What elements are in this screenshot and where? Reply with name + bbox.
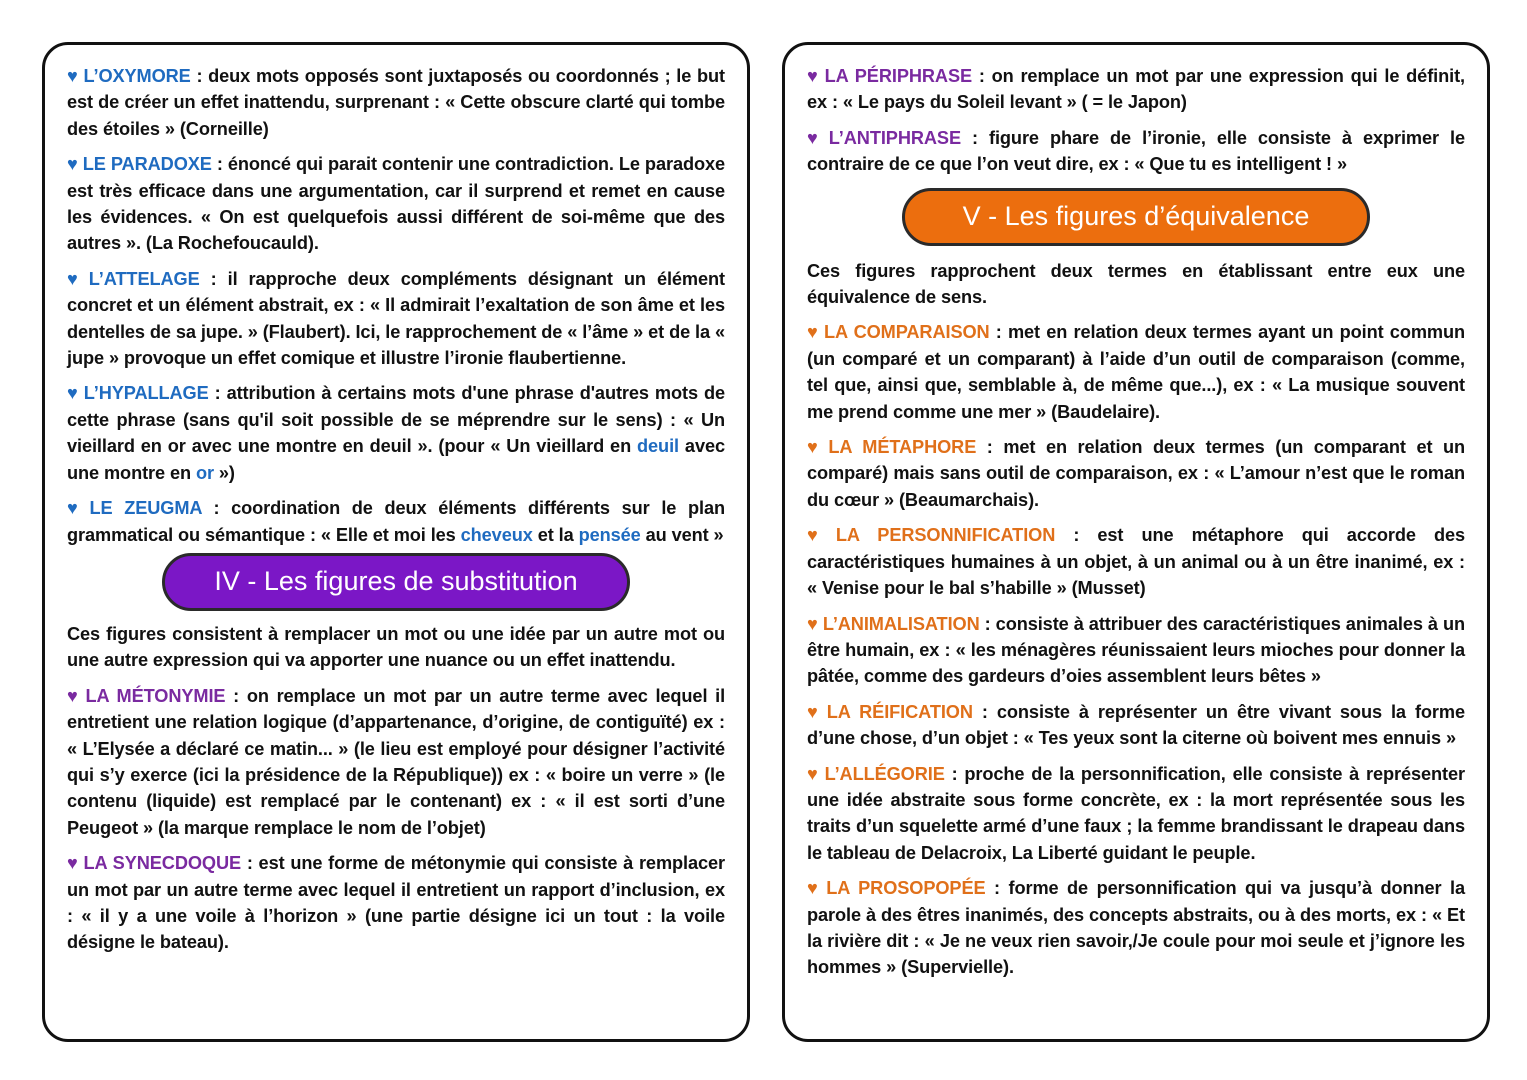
heart-icon: ♥ xyxy=(807,613,818,634)
heart-icon: ♥ xyxy=(67,383,79,404)
definition-animalisation xyxy=(807,611,1465,690)
definition-prosopopee xyxy=(807,875,1465,981)
definition-reification xyxy=(807,699,1465,752)
heart-icon: ♥ xyxy=(807,66,820,86)
highlighted-word: deuil xyxy=(637,436,679,457)
definition-term: LA RÉIFICATION xyxy=(826,701,973,722)
definition-metaphore xyxy=(807,434,1465,513)
definition-text: : consiste à attribuer des caractéristiques animales à un être humain, ex : « les ménagères réunissaient leurs mioches pour donner la pâtée, comme des gardeurs d’oies assemblent leurs bêtes » xyxy=(807,613,1465,687)
section-title-substitution: IV - Les figures de substitution xyxy=(162,553,630,611)
heart-icon: ♥ xyxy=(807,525,831,546)
definition-term: L’ANIMALISATION xyxy=(822,613,980,634)
highlighted-word: pensée xyxy=(578,524,641,545)
definition-term: L’HYPALLAGE xyxy=(83,383,209,404)
definition-text: au vent » xyxy=(640,524,724,545)
section-intro: Ces figures consistent à remplacer un mot ou une idée par un autre mot ou une autre expression qui va apporter une nuance ou un effet inattendu. xyxy=(67,623,725,671)
definition-metonymie xyxy=(67,683,725,841)
definition-paradoxe xyxy=(67,151,725,257)
definition-term: L’ATTELAGE xyxy=(88,268,200,289)
right-card xyxy=(782,42,1490,1042)
heart-icon: ♥ xyxy=(807,763,820,784)
heart-icon: ♥ xyxy=(807,701,822,722)
definition-text: : met en relation deux termes ayant un point commun (un comparé et un comparant) à l’aide d’un outil de comparaison (comme, tel que, ainsi que, semblable à, de même que...), ex : « La musique souvent me prend comme une mer » (Baudelaire). xyxy=(807,322,1465,422)
definition-text: : il rapproche deux compléments désignant un élément concret et un élément abstrait, ex : « Il admirait l’exaltation de son âme et les dentelles de sa jupe. » (Flaubert). Ici, le rapprochement de « l’âme » et de la « jupe » provoque un effet comique et illustre l’ironie flaubertienne. xyxy=(67,268,725,369)
definition-text: : coordination de deux éléments différents sur le plan grammatical ou sémantique : « Elle et moi les xyxy=(67,498,726,545)
highlighted-word: cheveux xyxy=(460,524,533,545)
heart-icon: ♥ xyxy=(807,127,824,148)
definition-text: avec une montre en xyxy=(67,436,725,483)
definition-term: LA SYNECDOQUE xyxy=(83,853,242,874)
definition-text: et la xyxy=(532,524,579,545)
definition-text: : on remplace un mot par une expression qui le définit, ex : « Le pays du Soleil levant » ( = le Japon) xyxy=(807,66,1465,113)
definition-personnification xyxy=(807,522,1465,601)
left-card xyxy=(42,42,750,1042)
definition-text: ») xyxy=(213,462,235,483)
definition-synecdoque xyxy=(67,850,725,956)
heart-icon: ♥ xyxy=(67,853,79,874)
heart-icon: ♥ xyxy=(807,878,822,899)
definition-term: LA PERSONNIFICATION xyxy=(835,525,1056,546)
definition-zeugma xyxy=(67,495,725,548)
definition-periphrase xyxy=(807,63,1465,116)
definition-term: L’ANTIPHRASE xyxy=(828,127,961,148)
section-intro: Ces figures rapprochent deux termes en établissant entre eux une équivalence de sens. xyxy=(807,260,1465,308)
definition-term: LE PARADOXE xyxy=(82,154,212,175)
definition-comparaison xyxy=(807,319,1465,425)
section-title-equivalence: V - Les figures d’équivalence xyxy=(902,188,1370,246)
definition-text: : figure phare de l’ironie, elle consiste à exprimer le contraire de ce que l’on veut dire, ex : « Que tu es intelligent ! » xyxy=(807,127,1466,175)
definition-antiphrase xyxy=(807,125,1465,178)
definition-text: : proche de la personnification, elle consiste à représenter une idée abstraite sous forme concrète, ex : la mort représentée sous les traits d’un squelette armé d’une faux ; la femme brandissant le drapeau dans le tableau de Delacroix, La Liberté guidant le peuple. xyxy=(807,763,1466,863)
heart-icon: ♥ xyxy=(807,322,819,343)
definition-allegorie xyxy=(807,761,1465,867)
definition-text: : met en relation deux termes (un comparant et un comparé) mais sans outil de comparaison, ex : « L’amour n’est que le roman du cœur » (Beaumarchais). xyxy=(807,437,1466,510)
heart-icon: ♥ xyxy=(67,498,85,519)
definition-text: : énoncé qui parait contenir une contradiction. Le paradoxe est très efficace dans une argumentation, car il surprend et remet en cause les évidences. « On est quelquefois aussi différent de soi-même que des autres ». (La Rochefoucauld). xyxy=(67,154,726,254)
definition-term: LA COMPARAISON xyxy=(823,322,990,343)
definition-term: LA MÉTAPHORE xyxy=(828,437,977,458)
definition-text: : attribution à certains mots d'une phrase d'autres mots de cette phrase (sans qu'il soit possible de se méprendre sur le sens) : « Un vieillard en or avec une montre en deuil ». (pour « Un vieillard en xyxy=(67,383,725,457)
heart-icon: ♥ xyxy=(67,66,79,86)
definition-term: LA MÉTONYMIE xyxy=(85,685,226,706)
definition-text: : forme de personnification qui va jusqu’à donner la parole à des êtres inanimés, des concepts abstraits, ou à des morts, ex : « Et la rivière dit : « Je ne veux rien savoir,/Je coule pour moi seule et j’ignore les hommes » (Supervielle). xyxy=(807,878,1465,978)
definition-attelage xyxy=(67,266,725,372)
heart-icon: ♥ xyxy=(67,154,78,175)
definition-term: LE ZEUGMA xyxy=(89,498,202,519)
definition-text: : on remplace un mot par un autre terme avec lequel il entretient une relation logique (d’appartenance, d’origine, de contiguïté) ex : « L’Elysée a déclaré ce matin... » (le lieu est employé pour désigner l’activité qui s’y exerce (ici la présidence de la République)) ex : « boire un verre » (le contenu (liquide) est remplacé par le contenant) ex : « il est sorti d’une Peugeot » (la marque remplace le nom de l’objet) xyxy=(67,685,726,838)
definition-term: L’OXYMORE xyxy=(83,66,191,86)
definition-oxymore xyxy=(67,63,725,142)
definition-term: LA PROSOPOPÉE xyxy=(826,878,986,899)
definition-term: L’ALLÉGORIE xyxy=(824,763,945,784)
highlighted-word: or xyxy=(195,462,214,483)
heart-icon: ♥ xyxy=(807,437,824,458)
heart-icon: ♥ xyxy=(67,685,81,706)
heart-icon: ♥ xyxy=(67,268,84,289)
definition-text: : consiste à représenter un être vivant sous la forme d’une chose, d’un objet : « Tes yeux sont la citerne où boivent mes ennuis » xyxy=(807,701,1465,749)
definition-text: : deux mots opposés sont juxtaposés ou coordonnés ; le but est de créer un effet inattendu, surprenant : « Cette obscure clarté qui tombe des étoiles » (Corneille) xyxy=(67,66,725,139)
definition-text: : est une forme de métonymie qui consiste à remplacer un mot par un autre terme avec lequel il entretient un rapport d’inclusion, ex : « il y a une voile à l’horizon » (une partie désigne ici un tout : la voile désigne le bateau). xyxy=(67,853,725,953)
definition-term: LA PÉRIPHRASE xyxy=(824,66,973,86)
definition-text: : est une métaphore qui accorde des caractéristiques humaines à un objet, à un animal ou à un être inanimé, ex : « Venise pour le bal s’habille » (Musset) xyxy=(807,525,1465,599)
definition-hypallage xyxy=(67,380,725,486)
